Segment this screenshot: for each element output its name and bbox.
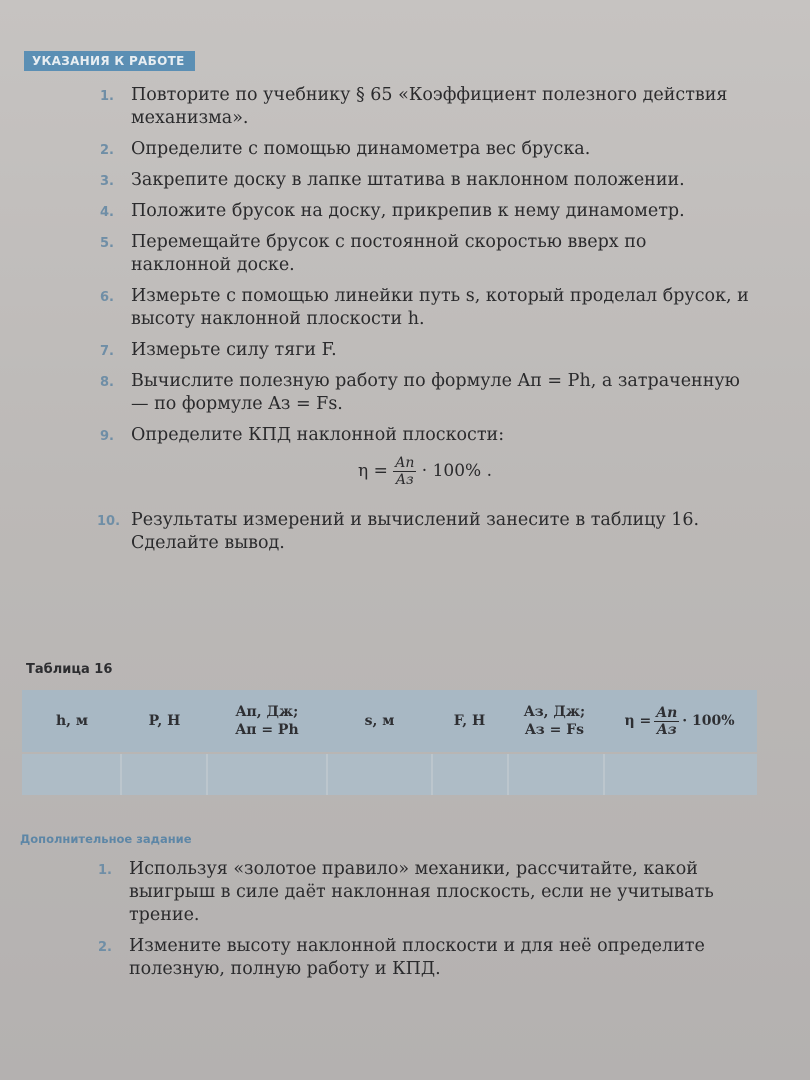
header-useful-work-line2: Aп = Ph <box>235 722 299 738</box>
efficiency-formula <box>100 455 750 497</box>
table-title: Таблица 16 <box>26 662 113 677</box>
header-eta-lhs: η = <box>624 713 652 729</box>
header-s: s, м <box>364 713 395 729</box>
step-6 <box>100 285 750 331</box>
header-spent-work-line1: Aз, Дж; <box>523 704 586 720</box>
step-number: 5. <box>100 236 114 251</box>
header-eta-denominator: Aз <box>656 721 677 738</box>
step-2 <box>100 138 750 161</box>
step-number: 1. <box>100 89 114 104</box>
header-h: h, м <box>55 713 89 729</box>
formula-fraction <box>393 455 416 488</box>
header-useful-work-line1: Aп, Дж; <box>235 704 299 720</box>
step-text: Измерьте силу тяги F. <box>131 340 337 360</box>
step-9 <box>100 424 750 447</box>
header-spent-work-line2: Aз = Fs <box>524 722 585 738</box>
table-cell[interactable] <box>605 754 757 795</box>
step-7 <box>100 339 750 362</box>
step-number: 6. <box>100 290 114 305</box>
step-text: Определите КПД наклонной плоскости: <box>131 425 505 445</box>
table-cell[interactable] <box>122 754 208 795</box>
step-text: Повторите по учебнику § 65 «Коэффициент полезного действия механизма». <box>131 85 728 128</box>
step-number: 10. <box>97 514 121 529</box>
header-p: P, Н <box>148 713 181 729</box>
section-badge: УКАЗАНИЯ К РАБОТЕ <box>24 51 195 71</box>
step-number: 3. <box>100 174 114 189</box>
table-cell[interactable] <box>208 754 328 795</box>
step-number: 2. <box>100 143 114 158</box>
header-f: F, Н <box>453 713 486 729</box>
table-cell[interactable] <box>22 754 122 795</box>
instruction-steps <box>97 84 750 563</box>
table-cell[interactable] <box>509 754 604 795</box>
step-text: Положите брусок на доску, прикрепив к нему динамометр. <box>131 201 685 221</box>
table-header-row <box>22 690 757 752</box>
table-row <box>22 754 757 795</box>
header-eta-numerator: Aп <box>656 704 678 721</box>
formula-rhs: · 100% . <box>421 461 492 481</box>
step-4 <box>100 200 750 223</box>
results-table <box>22 690 757 795</box>
step-text: Перемещайте брусок с постоянной скоростью вверх по наклонной доске. <box>131 232 647 275</box>
table-cell[interactable] <box>328 754 433 795</box>
step-number: 9. <box>100 429 114 444</box>
extra-task-list <box>98 858 763 989</box>
formula-denominator: Aз <box>395 472 414 488</box>
table-cell[interactable] <box>433 754 509 795</box>
header-eta-rhs: · 100% <box>682 713 735 729</box>
step-1 <box>100 84 750 130</box>
header-eta-fraction <box>654 705 679 738</box>
formula-lhs: η = <box>357 461 388 481</box>
extra-task-title: Дополнительное задание <box>20 832 192 846</box>
step-number: 4. <box>100 205 114 220</box>
extra-item-1 <box>98 858 763 927</box>
step-3 <box>100 169 750 192</box>
step-text: Вычислите полезную работу по формуле Aп = Ph, а затраченную — по формуле Aз = Fs. <box>131 371 740 414</box>
step-text: Результаты измерений и вычислений занесите в таблицу 16. Сделайте вывод. <box>131 510 700 553</box>
step-text: Измерьте с помощью линейки путь s, который проделал брусок, и высоту наклонной плоскости h. <box>131 286 749 329</box>
extra-item-number: 2. <box>98 940 112 955</box>
step-number: 7. <box>100 344 114 359</box>
step-8 <box>100 370 750 416</box>
extra-item-number: 1. <box>98 863 112 878</box>
step-10 <box>97 509 750 555</box>
step-number: 8. <box>100 375 114 390</box>
extra-item-text: Используя «золотое правило» механики, рассчитайте, какой выигрыш в силе даёт наклонная плоскость, если не учитывать трение. <box>129 859 714 925</box>
step-text: Определите с помощью динамометра вес бруска. <box>131 139 591 159</box>
extra-item-2 <box>98 935 763 981</box>
header-spent-work <box>507 690 602 752</box>
step-5 <box>100 231 750 277</box>
extra-item-text: Измените высоту наклонной плоскости и для неё определите полезную, полную работу и КПД. <box>129 936 705 979</box>
header-useful-work <box>207 690 327 752</box>
formula-numerator: Aп <box>395 455 415 471</box>
header-efficiency <box>602 690 757 752</box>
step-text: Закрепите доску в лапке штатива в наклонном положении. <box>131 170 685 190</box>
